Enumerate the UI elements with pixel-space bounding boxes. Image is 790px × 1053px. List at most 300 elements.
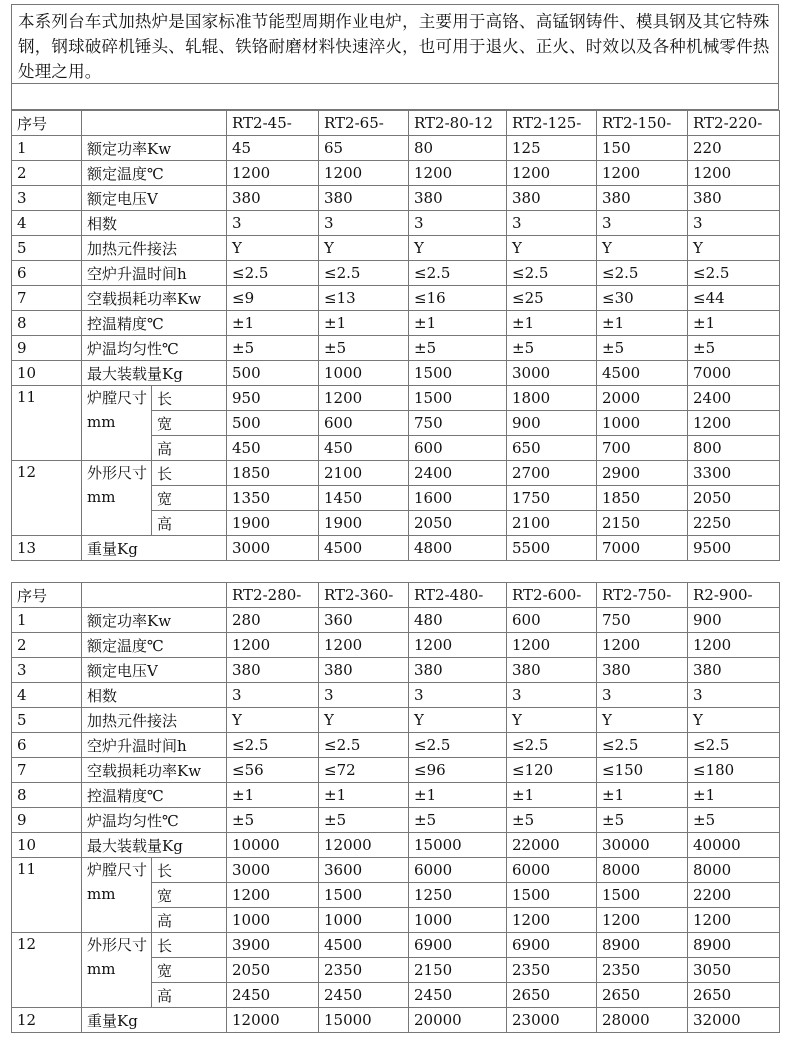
value-cell: 1200 bbox=[688, 411, 780, 436]
value-cell: 1000 bbox=[319, 361, 409, 386]
dimension-label: 高 bbox=[152, 511, 227, 536]
value-cell: ≤30 bbox=[597, 286, 688, 311]
row-label: 重量Kg bbox=[82, 1008, 227, 1033]
value-cell: Y bbox=[227, 236, 319, 261]
value-cell: 950 bbox=[227, 386, 319, 411]
table-row bbox=[12, 733, 780, 758]
value-cell: 6000 bbox=[507, 858, 597, 883]
row-label: 最大装载量Kg bbox=[82, 833, 227, 858]
value-cell: 4500 bbox=[597, 361, 688, 386]
value-cell: 2150 bbox=[409, 958, 507, 983]
value-cell: ≤13 bbox=[319, 286, 409, 311]
row-label: 空载损耗功率Kw bbox=[82, 286, 227, 311]
value-cell: 6900 bbox=[507, 933, 597, 958]
intro-paragraph: 本系列台车式加热炉是国家标准节能型周期作业电炉，主要用于高铬、高锰钢铸件、模具钢及其它特殊钢，钢球破碎机锤头、轧辊、铁铬耐磨材料快速淬火，也可用于退火、正火、时效以及各种机械零件热处理之用。 bbox=[11, 4, 779, 84]
value-cell: 2450 bbox=[409, 983, 507, 1008]
value-cell: 2050 bbox=[227, 958, 319, 983]
value-cell: 10000 bbox=[227, 833, 319, 858]
model-header: RT2-480- bbox=[409, 583, 507, 608]
value-cell: ≤150 bbox=[597, 758, 688, 783]
value-cell: ±5 bbox=[227, 336, 319, 361]
value-cell: 2650 bbox=[688, 983, 780, 1008]
row-number: 10 bbox=[12, 361, 82, 386]
model-header: RT2-280- bbox=[227, 583, 319, 608]
value-cell: ≤2.5 bbox=[227, 261, 319, 286]
value-cell: 2350 bbox=[507, 958, 597, 983]
table-row bbox=[12, 858, 780, 883]
value-cell: 380 bbox=[507, 658, 597, 683]
value-cell: 3900 bbox=[227, 933, 319, 958]
value-cell: 2250 bbox=[688, 511, 780, 536]
value-cell: 8900 bbox=[688, 933, 780, 958]
row-label: 额定功率Kw bbox=[82, 608, 227, 633]
value-cell: ≤2.5 bbox=[597, 261, 688, 286]
value-cell: 3600 bbox=[319, 858, 409, 883]
value-cell: 380 bbox=[688, 658, 780, 683]
value-cell: 1200 bbox=[319, 386, 409, 411]
dimension-label: 长 bbox=[152, 933, 227, 958]
value-cell: 12000 bbox=[227, 1008, 319, 1033]
value-cell: 20000 bbox=[409, 1008, 507, 1033]
value-cell: ±5 bbox=[507, 336, 597, 361]
row-label: 控温精度℃ bbox=[82, 311, 227, 336]
table-row bbox=[12, 186, 780, 211]
row-number: 8 bbox=[12, 783, 82, 808]
table-row bbox=[12, 461, 780, 486]
value-cell: 3300 bbox=[688, 461, 780, 486]
value-cell: 380 bbox=[319, 186, 409, 211]
value-cell: 280 bbox=[227, 608, 319, 633]
value-cell: ≤2.5 bbox=[688, 261, 780, 286]
value-cell: 3 bbox=[507, 683, 597, 708]
value-cell: ≤56 bbox=[227, 758, 319, 783]
value-cell: ≤16 bbox=[409, 286, 507, 311]
value-cell: 600 bbox=[409, 436, 507, 461]
row-label: 控温精度℃ bbox=[82, 783, 227, 808]
value-cell: 1000 bbox=[597, 411, 688, 436]
row-number: 4 bbox=[12, 683, 82, 708]
value-cell: ±5 bbox=[507, 808, 597, 833]
table-row bbox=[12, 386, 780, 411]
value-cell: 40000 bbox=[688, 833, 780, 858]
value-cell: 3050 bbox=[688, 958, 780, 983]
value-cell: 2400 bbox=[409, 461, 507, 486]
row-label: 炉温均匀性℃ bbox=[82, 808, 227, 833]
dimension-label: 长 bbox=[152, 386, 227, 411]
value-cell: 1200 bbox=[597, 633, 688, 658]
dimension-label: 宽 bbox=[152, 883, 227, 908]
value-cell: 1200 bbox=[688, 908, 780, 933]
dimension-label: 宽 bbox=[152, 958, 227, 983]
row-label: 空炉升温时间h bbox=[82, 733, 227, 758]
value-cell: ±5 bbox=[319, 808, 409, 833]
blank-row bbox=[11, 84, 779, 110]
value-cell: 3 bbox=[597, 683, 688, 708]
row-number: 7 bbox=[12, 758, 82, 783]
value-cell: 1200 bbox=[319, 633, 409, 658]
row-number: 12 bbox=[12, 933, 82, 1008]
value-cell: ±5 bbox=[227, 808, 319, 833]
value-cell: 2650 bbox=[507, 983, 597, 1008]
value-cell: ±1 bbox=[597, 783, 688, 808]
value-cell: 2100 bbox=[319, 461, 409, 486]
value-cell: ≤25 bbox=[507, 286, 597, 311]
value-cell: Y bbox=[409, 708, 507, 733]
value-cell: 380 bbox=[507, 186, 597, 211]
blank-header bbox=[82, 583, 227, 608]
value-cell: Y bbox=[319, 236, 409, 261]
dimension-label: 高 bbox=[152, 908, 227, 933]
row-number: 3 bbox=[12, 186, 82, 211]
blank-header bbox=[82, 111, 227, 136]
value-cell: 30000 bbox=[597, 833, 688, 858]
value-cell: ≤2.5 bbox=[319, 733, 409, 758]
value-cell: ±1 bbox=[507, 311, 597, 336]
value-cell: 1350 bbox=[227, 486, 319, 511]
value-cell: ±1 bbox=[319, 783, 409, 808]
row-number: 10 bbox=[12, 833, 82, 858]
model-header: RT2-80-12 bbox=[409, 111, 507, 136]
table-row bbox=[12, 1008, 780, 1033]
value-cell: ≤96 bbox=[409, 758, 507, 783]
row-number: 5 bbox=[12, 708, 82, 733]
value-cell: 380 bbox=[597, 658, 688, 683]
row-label: 空炉升温时间h bbox=[82, 261, 227, 286]
value-cell: ≤2.5 bbox=[409, 261, 507, 286]
model-header: RT2-45- bbox=[227, 111, 319, 136]
table-row bbox=[12, 783, 780, 808]
value-cell: 1000 bbox=[409, 908, 507, 933]
table-row bbox=[12, 311, 780, 336]
value-cell: 8900 bbox=[597, 933, 688, 958]
value-cell: 2200 bbox=[688, 883, 780, 908]
value-cell: Y bbox=[688, 236, 780, 261]
value-cell: 3 bbox=[227, 211, 319, 236]
value-cell: 15000 bbox=[319, 1008, 409, 1033]
value-cell: Y bbox=[507, 708, 597, 733]
value-cell: 650 bbox=[507, 436, 597, 461]
value-cell: 3 bbox=[688, 683, 780, 708]
table-row bbox=[12, 758, 780, 783]
row-label: 炉温均匀性℃ bbox=[82, 336, 227, 361]
row-label: 炉膛尺寸mm bbox=[82, 858, 152, 933]
table-row bbox=[12, 608, 780, 633]
value-cell: 1200 bbox=[319, 161, 409, 186]
table-row bbox=[12, 808, 780, 833]
value-cell: ±1 bbox=[688, 311, 780, 336]
spec-table-1 bbox=[11, 110, 780, 561]
table-row bbox=[12, 261, 780, 286]
value-cell: 1850 bbox=[597, 486, 688, 511]
model-header: RT2-600- bbox=[507, 583, 597, 608]
value-cell: 1200 bbox=[597, 908, 688, 933]
row-number: 2 bbox=[12, 633, 82, 658]
table-row bbox=[12, 161, 780, 186]
value-cell: ±1 bbox=[688, 783, 780, 808]
dimension-label: 高 bbox=[152, 436, 227, 461]
seq-header: 序号 bbox=[12, 111, 82, 136]
row-number: 5 bbox=[12, 236, 82, 261]
table-row bbox=[12, 833, 780, 858]
value-cell: ≤72 bbox=[319, 758, 409, 783]
value-cell: 1250 bbox=[409, 883, 507, 908]
value-cell: 1200 bbox=[227, 161, 319, 186]
value-cell: 3 bbox=[319, 211, 409, 236]
row-label: 额定温度℃ bbox=[82, 161, 227, 186]
value-cell: 28000 bbox=[597, 1008, 688, 1033]
value-cell: 1900 bbox=[227, 511, 319, 536]
value-cell: 9500 bbox=[688, 536, 780, 561]
value-cell: 3 bbox=[409, 683, 507, 708]
value-cell: Y bbox=[409, 236, 507, 261]
value-cell: ±5 bbox=[597, 808, 688, 833]
seq-header: 序号 bbox=[12, 583, 82, 608]
dimension-label: 宽 bbox=[152, 411, 227, 436]
value-cell: 450 bbox=[227, 436, 319, 461]
value-cell: 3000 bbox=[507, 361, 597, 386]
value-cell: 900 bbox=[507, 411, 597, 436]
row-label: 额定电压V bbox=[82, 658, 227, 683]
value-cell: 1600 bbox=[409, 486, 507, 511]
value-cell: ±1 bbox=[409, 311, 507, 336]
row-label: 额定温度℃ bbox=[82, 633, 227, 658]
value-cell: Y bbox=[597, 236, 688, 261]
value-cell: 2150 bbox=[597, 511, 688, 536]
row-label: 加热元件接法 bbox=[82, 708, 227, 733]
value-cell: 7000 bbox=[597, 536, 688, 561]
value-cell: Y bbox=[597, 708, 688, 733]
table-row bbox=[12, 683, 780, 708]
value-cell: 380 bbox=[688, 186, 780, 211]
value-cell: 1200 bbox=[507, 908, 597, 933]
row-number: 12 bbox=[12, 1008, 82, 1033]
value-cell: 2700 bbox=[507, 461, 597, 486]
header-row bbox=[12, 583, 780, 608]
spec-table-2 bbox=[11, 582, 780, 1033]
row-number: 2 bbox=[12, 161, 82, 186]
value-cell: 2400 bbox=[688, 386, 780, 411]
value-cell: ≤2.5 bbox=[227, 733, 319, 758]
value-cell: ±1 bbox=[227, 311, 319, 336]
row-label: 相数 bbox=[82, 211, 227, 236]
value-cell: 45 bbox=[227, 136, 319, 161]
header-row bbox=[12, 111, 780, 136]
row-number: 9 bbox=[12, 336, 82, 361]
model-header: RT2-150- bbox=[597, 111, 688, 136]
value-cell: 4800 bbox=[409, 536, 507, 561]
value-cell: 1500 bbox=[507, 883, 597, 908]
value-cell: 1200 bbox=[409, 161, 507, 186]
value-cell: 1500 bbox=[597, 883, 688, 908]
value-cell: 23000 bbox=[507, 1008, 597, 1033]
value-cell: ≤9 bbox=[227, 286, 319, 311]
value-cell: 2050 bbox=[688, 486, 780, 511]
value-cell: 2900 bbox=[597, 461, 688, 486]
value-cell: 380 bbox=[319, 658, 409, 683]
value-cell: 3 bbox=[319, 683, 409, 708]
row-number: 12 bbox=[12, 461, 82, 536]
value-cell: 3 bbox=[507, 211, 597, 236]
table-row bbox=[12, 236, 780, 261]
value-cell: 480 bbox=[409, 608, 507, 633]
value-cell: 900 bbox=[688, 608, 780, 633]
value-cell: Y bbox=[227, 708, 319, 733]
row-number: 6 bbox=[12, 261, 82, 286]
value-cell: Y bbox=[507, 236, 597, 261]
table-row bbox=[12, 536, 780, 561]
value-cell: 1200 bbox=[227, 633, 319, 658]
row-number: 7 bbox=[12, 286, 82, 311]
model-header: RT2-125- bbox=[507, 111, 597, 136]
value-cell: 12000 bbox=[319, 833, 409, 858]
value-cell: ≤120 bbox=[507, 758, 597, 783]
value-cell: 3 bbox=[597, 211, 688, 236]
value-cell: ≤2.5 bbox=[409, 733, 507, 758]
table-row bbox=[12, 633, 780, 658]
value-cell: 1200 bbox=[507, 633, 597, 658]
table-row bbox=[12, 336, 780, 361]
value-cell: 380 bbox=[597, 186, 688, 211]
row-label: 空载损耗功率Kw bbox=[82, 758, 227, 783]
value-cell: 8000 bbox=[597, 858, 688, 883]
value-cell: 3 bbox=[409, 211, 507, 236]
value-cell: 500 bbox=[227, 411, 319, 436]
value-cell: 600 bbox=[319, 411, 409, 436]
value-cell: 150 bbox=[597, 136, 688, 161]
value-cell: 2650 bbox=[597, 983, 688, 1008]
value-cell: 380 bbox=[227, 658, 319, 683]
value-cell: 1200 bbox=[409, 633, 507, 658]
value-cell: 1000 bbox=[227, 908, 319, 933]
row-label: 加热元件接法 bbox=[82, 236, 227, 261]
row-label: 外形尺寸mm bbox=[82, 461, 152, 536]
value-cell: ±5 bbox=[688, 336, 780, 361]
value-cell: ±1 bbox=[409, 783, 507, 808]
value-cell: 380 bbox=[409, 186, 507, 211]
value-cell: ±5 bbox=[597, 336, 688, 361]
value-cell: ≤2.5 bbox=[507, 261, 597, 286]
table-row bbox=[12, 211, 780, 236]
value-cell: 1200 bbox=[688, 633, 780, 658]
value-cell: ±5 bbox=[319, 336, 409, 361]
value-cell: 1200 bbox=[507, 161, 597, 186]
row-number: 8 bbox=[12, 311, 82, 336]
value-cell: 1900 bbox=[319, 511, 409, 536]
value-cell: 600 bbox=[507, 608, 597, 633]
value-cell: 1850 bbox=[227, 461, 319, 486]
row-number: 3 bbox=[12, 658, 82, 683]
value-cell: 2450 bbox=[319, 983, 409, 1008]
value-cell: 1750 bbox=[507, 486, 597, 511]
value-cell: 2350 bbox=[319, 958, 409, 983]
value-cell: 3000 bbox=[227, 536, 319, 561]
value-cell: ≤2.5 bbox=[507, 733, 597, 758]
value-cell: 1500 bbox=[409, 361, 507, 386]
value-cell: 1500 bbox=[409, 386, 507, 411]
value-cell: ±5 bbox=[688, 808, 780, 833]
model-header: RT2-220- bbox=[688, 111, 780, 136]
row-label: 最大装载量Kg bbox=[82, 361, 227, 386]
value-cell: 3 bbox=[227, 683, 319, 708]
row-label: 重量Kg bbox=[82, 536, 227, 561]
table-row bbox=[12, 933, 780, 958]
table-row bbox=[12, 361, 780, 386]
value-cell: 220 bbox=[688, 136, 780, 161]
value-cell: 1200 bbox=[597, 161, 688, 186]
value-cell: 8000 bbox=[688, 858, 780, 883]
value-cell: 80 bbox=[409, 136, 507, 161]
value-cell: 4500 bbox=[319, 536, 409, 561]
value-cell: 3000 bbox=[227, 858, 319, 883]
value-cell: 500 bbox=[227, 361, 319, 386]
row-number: 11 bbox=[12, 386, 82, 461]
model-header: RT2-360- bbox=[319, 583, 409, 608]
value-cell: 2350 bbox=[597, 958, 688, 983]
value-cell: 450 bbox=[319, 436, 409, 461]
value-cell: 2000 bbox=[597, 386, 688, 411]
value-cell: 1800 bbox=[507, 386, 597, 411]
value-cell: 1200 bbox=[227, 883, 319, 908]
value-cell: ±1 bbox=[227, 783, 319, 808]
value-cell: Y bbox=[319, 708, 409, 733]
table-row bbox=[12, 708, 780, 733]
dimension-label: 长 bbox=[152, 858, 227, 883]
value-cell: Y bbox=[688, 708, 780, 733]
value-cell: ±1 bbox=[597, 311, 688, 336]
table-row bbox=[12, 286, 780, 311]
model-header: RT2-750- bbox=[597, 583, 688, 608]
value-cell: 4500 bbox=[319, 933, 409, 958]
table-row bbox=[12, 658, 780, 683]
value-cell: 15000 bbox=[409, 833, 507, 858]
value-cell: 6000 bbox=[409, 858, 507, 883]
dimension-label: 长 bbox=[152, 461, 227, 486]
value-cell: 6900 bbox=[409, 933, 507, 958]
value-cell: ±1 bbox=[507, 783, 597, 808]
row-number: 4 bbox=[12, 211, 82, 236]
value-cell: 3 bbox=[688, 211, 780, 236]
value-cell: ≤2.5 bbox=[688, 733, 780, 758]
value-cell: 2450 bbox=[227, 983, 319, 1008]
value-cell: ≤2.5 bbox=[597, 733, 688, 758]
value-cell: 1200 bbox=[688, 161, 780, 186]
value-cell: 750 bbox=[409, 411, 507, 436]
value-cell: 360 bbox=[319, 608, 409, 633]
value-cell: 700 bbox=[597, 436, 688, 461]
value-cell: 7000 bbox=[688, 361, 780, 386]
value-cell: 1000 bbox=[319, 908, 409, 933]
value-cell: 380 bbox=[409, 658, 507, 683]
value-cell: 32000 bbox=[688, 1008, 780, 1033]
table-row bbox=[12, 136, 780, 161]
row-label: 外形尺寸mm bbox=[82, 933, 152, 1008]
value-cell: 125 bbox=[507, 136, 597, 161]
row-number: 9 bbox=[12, 808, 82, 833]
value-cell: 1450 bbox=[319, 486, 409, 511]
value-cell: 2050 bbox=[409, 511, 507, 536]
value-cell: 5500 bbox=[507, 536, 597, 561]
row-label: 相数 bbox=[82, 683, 227, 708]
row-number: 1 bbox=[12, 608, 82, 633]
row-number: 13 bbox=[12, 536, 82, 561]
row-number: 6 bbox=[12, 733, 82, 758]
model-header: RT2-65- bbox=[319, 111, 409, 136]
row-label: 炉膛尺寸mm bbox=[82, 386, 152, 461]
model-header: R2-900- bbox=[688, 583, 780, 608]
value-cell: ±1 bbox=[319, 311, 409, 336]
value-cell: 1500 bbox=[319, 883, 409, 908]
value-cell: 380 bbox=[227, 186, 319, 211]
